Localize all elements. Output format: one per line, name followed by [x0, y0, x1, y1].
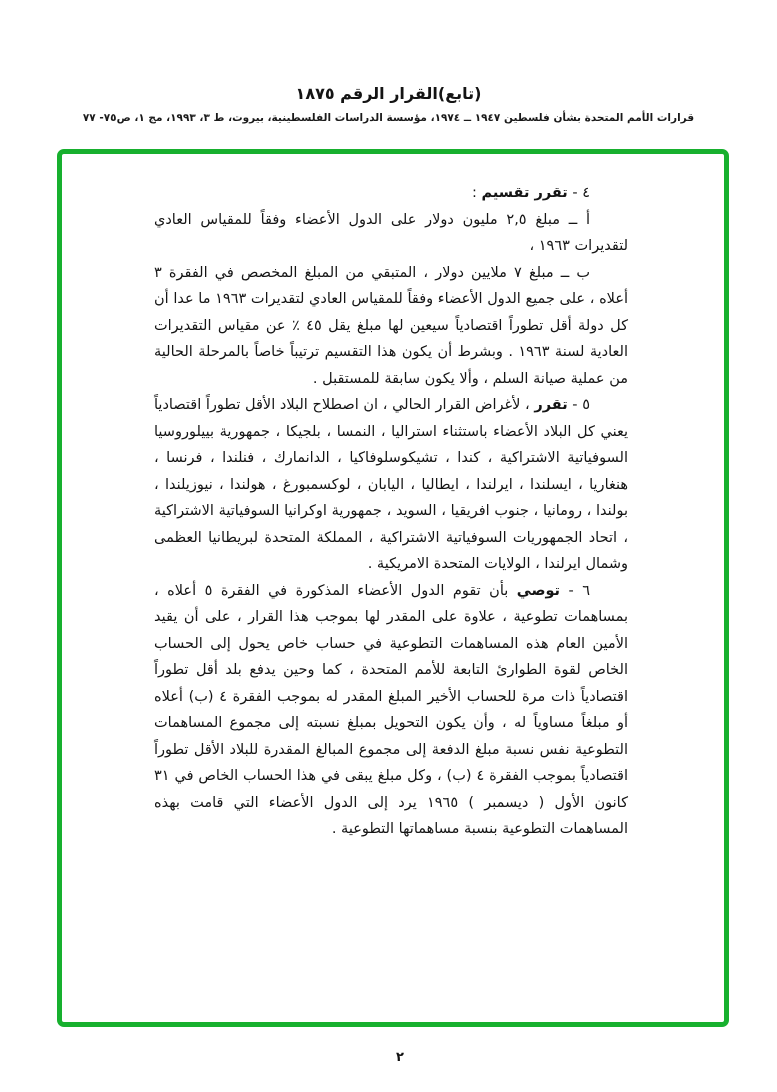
source-citation: قرارات الأمم المتحدة بشأن فلسطين ١٩٤٧ ــ ١٩٧٤، مؤسسة الدراسات الفلسطينية، بيروت، ط ٣، ١٩٩٣، مج ١، ص٧٥- ٧٧	[82, 112, 695, 124]
clause-5-body: ، لأغراض القرار الحالي ، ان اصطلاح البلاد الأقل تطوراً اقتصادياً يعني كل البلاد الأعضاء باستثناء استراليا ، النمسا ، بلجيكا ، جمهورية بييلوروسيا السوفياتية الاشتراكية ، كندا ، تشيكوسلوفاكيا ، الدانمارك ، فنلندا ، فرنسا ، هنغاريا ، ايسلندا ، ايرلندا ، ايطاليا ، اليابان ، لوكسمبورغ ، هولندا ، نيوزيلندا ، بولندا ، رومانيا ، جنوب افريقيا ، السويد ، جمهورية اوكرانيا السوفياتية الاشتراكية ، اتحاد الجمهوريات السوفياتية الاشتراكية ، المملكة المتحدة لبريطانيا العظمى وشمال ايرلندا ، الولايات المتحدة الامريكية .	[154, 397, 628, 572]
clause-6	[154, 578, 628, 843]
page-number: ٢	[396, 1050, 404, 1065]
highlight-box	[57, 149, 729, 1027]
clause-4-item-b: ب ــ مبلغ ٧ ملايين دولار ، المتبقي من المبلغ المخصص في الفقرة ٣ أعلاه ، على جميع الدول الأعضاء وفقاً للمقياس العادي لتقديرات ١٩٦٣ ما عدا أن كل دولة أقل تطوراً اقتصادياً سيعين لها مبلغ يقل ٤٥ ٪ عن مقياس التقديرات العادية لسنة ١٩٦٣ . وبشرط أن يكون هذا التقسيم ترتيباً خاصاً بالمرحلة الحالية من عملية صيانة السلم ، وألا يكون سابقة للمستقبل .	[154, 264, 628, 387]
clause-6-keyword: توصي	[516, 582, 560, 599]
clause-4-suffix: :	[472, 185, 482, 201]
resolution-text	[62, 154, 724, 843]
clause-5-keyword: تقرر	[534, 397, 568, 413]
clause-6-body: بأن تقوم الدول الأعضاء المذكورة في الفقرة ٥ أعلاه ، بمساهمات تطوعية ، علاوة على المقدر لها بموجب هذا القرار ، على أن يقيد الأمين العام هذه المساهمات التطوعية في حساب خاص يحول إلى الحساب الخاص لقوة الطوارئ التابعة للأمم المتحدة ، كما وحين يدفع بلد أقل تطوراً اقتصادياً ذات مرة للحساب الأخير المبلغ المقدر له بموجب الفقرة ٤ (ب) أعلاه أو مبلغاً مساوياً له ، وأن يكون التحويل بمبلغ نسبته إلى مجموع المساهمات التطوعية نفس نسبة مبلغ الدفعة إلى مجموع المبالغ المقدرة للبلاد الأقل تطوراً اقتصادياً بموجب الفقرة ٤ (ب) ، وكل مبلغ يبقى في هذا الحساب الخاص في ٣١ كانون الأول ( ديسمبر ) ١٩٦٥ يرد إلى الدول الأعضاء التي قامت بهذه المساهمات التطوعية بنسبة مساهماتها التطوعية .	[154, 582, 629, 837]
clause-4-item-a: أ ــ مبلغ ٢,٥ مليون دولار على الدول الأعضاء وفقاً للمقياس العادي لتقديرات ١٩٦٣ ،	[154, 211, 628, 254]
clause-4-keyword: تقرر تقسيم	[481, 185, 568, 201]
clause-4-number: ٤ -	[567, 185, 590, 201]
document-title: (تابع)القرار الرقم ١٨٧٥	[295, 84, 482, 103]
clause-6-number: ٦ -	[560, 582, 591, 599]
clause-5	[154, 392, 628, 578]
clause-4-heading	[154, 180, 628, 207]
clause-5-number: ٥ -	[567, 397, 590, 413]
